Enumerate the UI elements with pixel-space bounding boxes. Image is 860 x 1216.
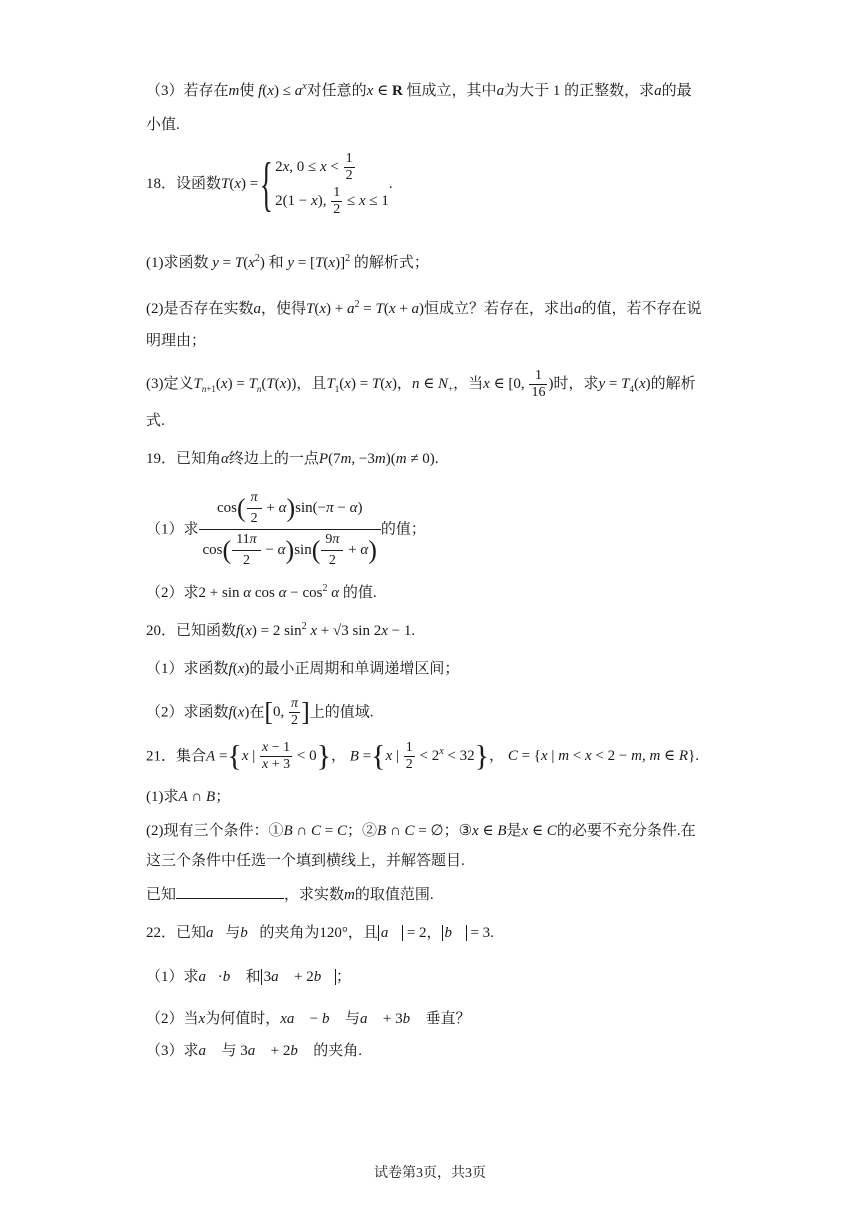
- text: 与: [225, 925, 241, 941]
- q19-label: 19．已知角: [146, 451, 222, 467]
- text: 明理由；: [146, 333, 207, 349]
- text: 为何值时，: [205, 1011, 281, 1027]
- text: ，求实数: [284, 887, 345, 903]
- q21-part1: (1)求A ∩ B；: [146, 789, 231, 805]
- q20-part2: （2）求函数f(x)在[0, $\frac{\pi}{2}$ ]上的值域.: [146, 696, 374, 728]
- q20-part1: （1）求函数f(x)的最小正周期和单调递增区间；: [146, 661, 460, 677]
- text: 使: [239, 83, 255, 99]
- q22-label: 22．已知: [146, 925, 207, 941]
- text: （2）求函数: [146, 704, 229, 721]
- q18-part3-line2: [146, 410, 165, 432]
- text: ，当: [453, 375, 484, 392]
- text: 时，求: [553, 375, 599, 392]
- q19-stem: 19．已知角α终边上的一点P(7m, −3m)(m ≠ 0).: [146, 451, 439, 467]
- q21-part2-line2: [146, 850, 465, 872]
- text: （1）求: [146, 969, 199, 985]
- q17-part3-line2: [146, 114, 180, 136]
- text: （1）求: [146, 521, 199, 538]
- text: 的值；: [380, 521, 426, 538]
- text: 恒成立？若存在，求出: [423, 301, 574, 317]
- text: 的最: [661, 83, 692, 99]
- q22-part1: （1）求a⃗·b⃗ 和 3a⃗ + 2b⃗ ；: [146, 969, 351, 985]
- text: 是: [506, 823, 522, 839]
- text: (1)求函数: [146, 255, 209, 271]
- text: 和: [245, 969, 261, 985]
- q18-definition: 18．设函数T(x) ={ 2x, 0 ≤ x < $\frac{1}{2}$ 2(1 − x), $\frac{1}{2}$ ≤ x ≤ 1 .: [146, 151, 393, 218]
- text: 的解析式；: [353, 255, 429, 271]
- text: ，且: [347, 925, 378, 941]
- text: 已知: [146, 887, 177, 903]
- trig-fraction: cos( $\frac{\pi}{2}$ + α)sin(−π − α) cos( $\frac{11\pi}{2}$ − α)sin( $\frac{9\pi}{2}$ + α): [199, 490, 381, 569]
- text: （3）求: [146, 1043, 199, 1059]
- text: 的取值范围.: [354, 887, 434, 903]
- text: (1)求: [146, 789, 179, 805]
- q22-part3: （3）求a⃗ 与 3a⃗ + 2b⃗ 的夹角.: [146, 1043, 363, 1059]
- text: 在: [249, 704, 265, 721]
- text: 与: [221, 1043, 237, 1059]
- q20-stem: 20．已知函数f(x) = 2 $\sin^2 x + √3$ sin 2x − 1.: [146, 621, 416, 639]
- text: 终边上的一点: [228, 451, 319, 467]
- q22-stem: 22．已知a⃗与b⃗的夹角为120°，且 a⃗ = 2， b⃗ = 3.: [146, 925, 494, 941]
- text: （2）当: [146, 1011, 199, 1027]
- text: 对任意的: [306, 83, 367, 99]
- q19-part1: [146, 490, 426, 568]
- text: 恒成立，其中: [406, 83, 497, 99]
- text: 垂直？: [425, 1011, 471, 1027]
- text: (3)定义: [146, 375, 194, 392]
- text: 的必要不充分条件.在: [556, 823, 696, 839]
- q21-part2-line3: 已知 ，求实数m的取值范围.: [146, 882, 434, 906]
- text: 为大于 1 的正整数，求: [504, 83, 655, 99]
- text: （1）求函数: [146, 661, 229, 677]
- text: 式.: [146, 413, 165, 429]
- text: 的夹角为: [259, 925, 320, 941]
- text: 上的值域.: [309, 704, 374, 721]
- text: 的值，若不存在说: [581, 301, 702, 317]
- text: （3）若存在: [146, 83, 229, 99]
- q18-part2-line2: [146, 330, 206, 352]
- text: 的值.: [342, 585, 377, 601]
- q18-part1: (1)求函数 $y = T(x^2)$ 和 $y = [T(x)]^2$ 的解析式；: [146, 253, 429, 271]
- q18-label: 18．设函数: [146, 176, 222, 192]
- text: ；③: [443, 823, 473, 839]
- q22-part2: （2）当x为何值时，xa⃗ − b⃗ 与a⃗ + 3b⃗ 垂直？: [146, 1011, 471, 1027]
- text: ；②: [347, 823, 378, 839]
- text: 的解析: [650, 375, 696, 392]
- text: 的夹角.: [313, 1043, 363, 1059]
- text: ，且: [296, 375, 327, 392]
- piecewise: 2x, 0 ≤ x < $\frac{1}{2}$ 2(1 − x), $\frac{1}{2}$ ≤ x ≤ 1: [275, 151, 389, 218]
- text: 小值.: [146, 117, 180, 133]
- text: ，使得: [261, 301, 307, 317]
- page-footer: 试卷第3页，共3页: [374, 1166, 486, 1181]
- q21-part2-line1: (2)现有三个条件：①B ∩ C = C；②B ∩ C = ∅；③x ∈ B是x ∈ C的必要不充分条件.在: [146, 823, 696, 839]
- text: 和: [268, 255, 284, 271]
- q18-part2-line1: (2)是否存在实数a，使得$T(x) + a^2 = T(x + a)$恒成立？若存在，求出a的值，若不存在说: [146, 299, 702, 317]
- q17-part3-line1: （3）若存在m使 $f(x) \le a^x$对任意的x ∈ R 恒成立，其中a为大于 1 的正整数，求a的最: [146, 81, 692, 99]
- text: 的最小正周期和单调递增区间；: [249, 661, 460, 677]
- text: (2)现有三个条件：①: [146, 823, 284, 839]
- text: （2）求: [146, 585, 199, 601]
- q21-stem: 21．集合A ={x | $\frac{x - 1}{x + 3}$ < 0}， B ={x | $\frac{1}{2}$ < $2^x < 32$}， C = {x | m < x < 2 − m, m ∈ R}.: [146, 739, 700, 773]
- brace: {: [260, 151, 274, 217]
- q19-part2: （2）求2 + sin α $\cos \alpha - \cos^2 \alpha$ 的值.: [146, 583, 377, 601]
- text: 与: [344, 1011, 360, 1027]
- q18-part3-line1: (3)定义$T_{n+1}(x) = T_n(T(x))$，且$T_1(x) = T(x)$，n ∈ $N_+$，当x ∈ [0, $\frac{1}{16}$ )时，求$y = T_4(x)$的解析: [146, 368, 696, 400]
- text: (2)是否存在实数: [146, 301, 254, 317]
- q20-label: 20．已知函数: [146, 623, 237, 639]
- answer-blank[interactable]: [176, 882, 284, 899]
- q21-label: 21．集合: [146, 748, 207, 765]
- text: 这三个条件中任选一个填到横线上，并解答题目.: [146, 853, 465, 869]
